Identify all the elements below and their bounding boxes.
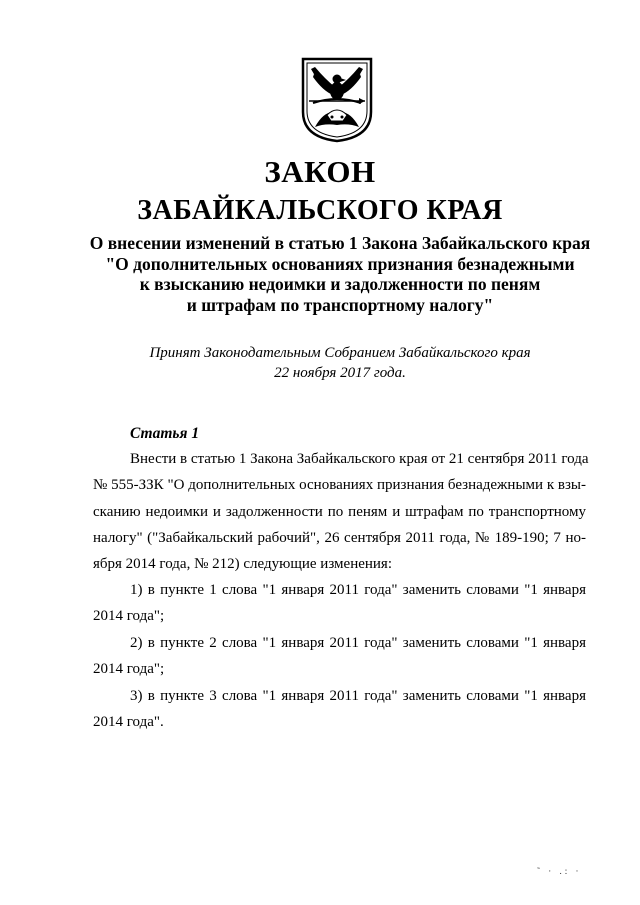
coat-of-arms-icon xyxy=(301,57,373,143)
article-item-3 xyxy=(93,683,586,736)
article-title: Статья 1 xyxy=(130,425,200,442)
article-item-1 xyxy=(93,577,586,630)
item-line: 2) в пункте 2 слова "1 января 2011 года" заменить словами "1 января xyxy=(130,635,586,651)
paragraph-line: сканию недоимки и задолженности по пеням и штрафам по транспортному xyxy=(93,503,586,520)
adoption-line: Принят Законодательным Собранием Забайкальского края xyxy=(149,345,531,361)
heading-line: к взысканию недоимки и задолженности по пеням xyxy=(139,274,541,294)
paragraph-line: налогу" ("Забайкальский рабочий", 26 сентября 2011 года, № 189-190; 7 но- xyxy=(93,529,586,546)
adoption-note xyxy=(0,343,640,383)
article-paragraph xyxy=(93,446,589,577)
item-line: 2014 года"; xyxy=(93,608,165,625)
article-item-2 xyxy=(93,630,586,683)
item-line: 2014 года". xyxy=(93,714,164,731)
law-heading xyxy=(0,233,640,315)
heading-line: и штрафам по транспортному налогу" xyxy=(186,294,494,315)
item-line: 1) в пункте 1 слова "1 января 2011 года" заменить словами "1 января xyxy=(130,582,586,598)
scan-marks: ˜ · .: · xyxy=(537,866,582,876)
item-line: 2014 года"; xyxy=(93,661,165,678)
heading-line: "О дополнительных основаниях признания безнадежными xyxy=(105,253,575,274)
document-title: ЗАКОН xyxy=(264,154,376,189)
heading-line: О внесении изменений в статью 1 Закона Забайкальского края xyxy=(89,233,591,253)
paragraph-line: ября 2014 года, № 212) следующие изменения: xyxy=(93,556,392,573)
paragraph-line: Внести в статью 1 Закона Забайкальского края от 21 сентября 2011 года xyxy=(130,451,589,467)
adoption-date: 22 ноября 2017 года. xyxy=(274,365,406,381)
document-region: ЗАБАЙКАЛЬСКОГО КРАЯ xyxy=(137,195,503,226)
item-line: 3) в пункте 3 слова "1 января 2011 года" заменить словами "1 января xyxy=(130,688,586,704)
paragraph-line: № 555-ЗЗК "О дополнительных основаниях признания безнадежными к взы- xyxy=(93,477,586,494)
